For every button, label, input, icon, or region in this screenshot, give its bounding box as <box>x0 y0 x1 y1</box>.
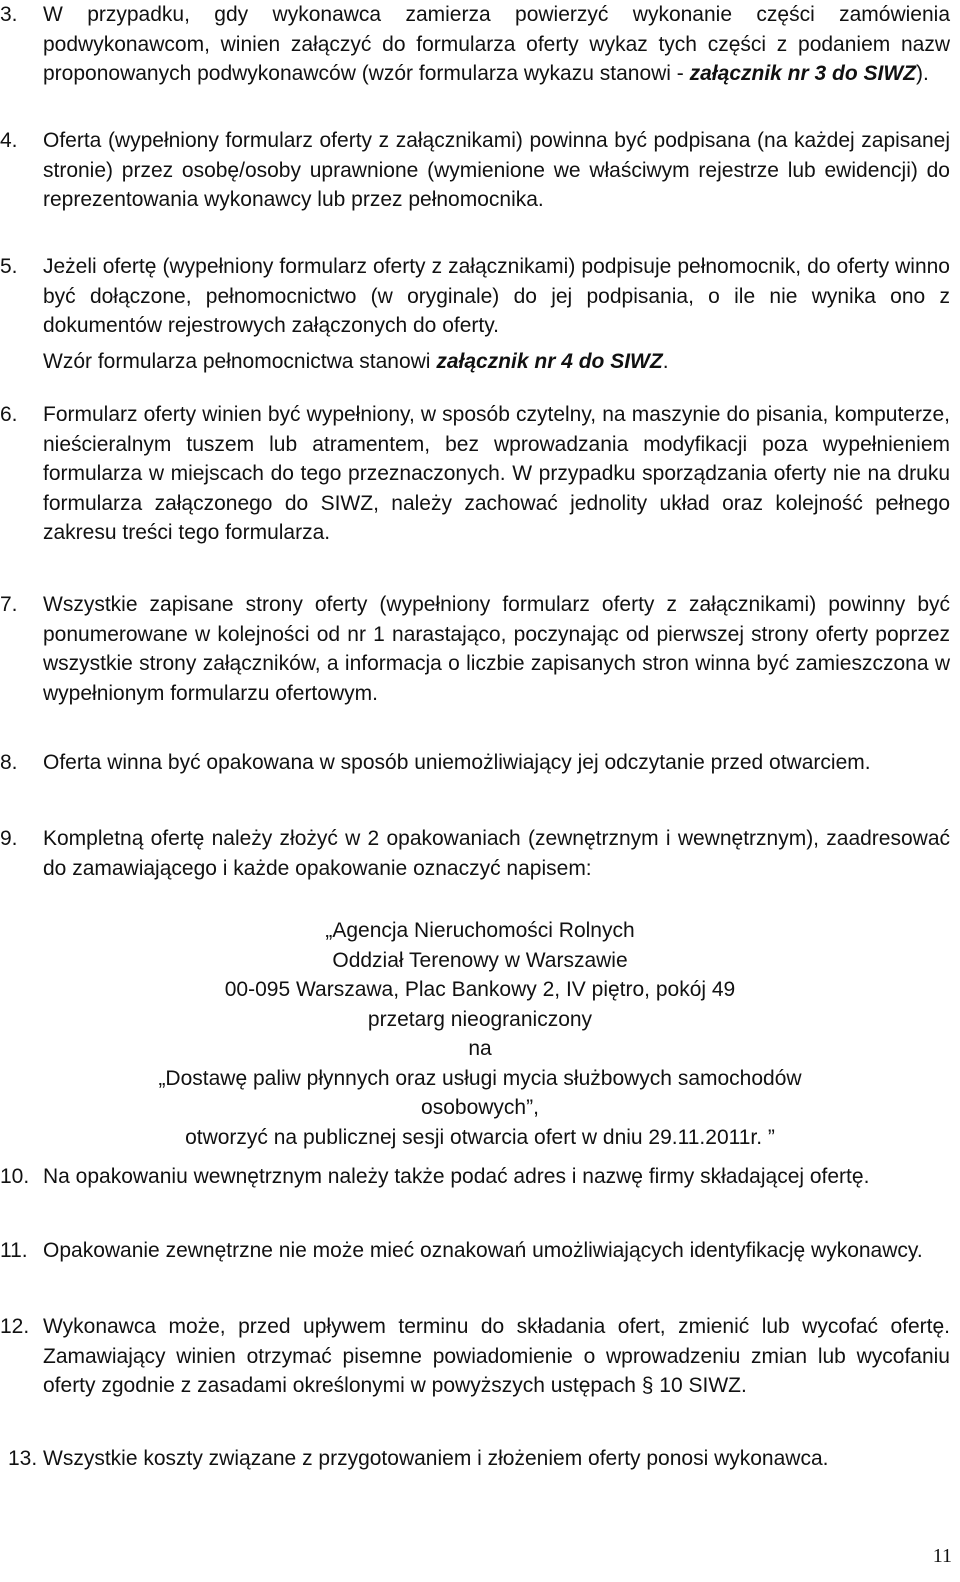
address-line: „Agencja Nieruchomości Rolnych <box>325 919 635 942</box>
page-number: 11 <box>932 1545 952 1567</box>
list-item-6 <box>0 400 950 548</box>
item-number: 10. <box>0 1165 30 1188</box>
list-item-5 <box>0 252 950 376</box>
item-text-extra: Wzór formularza pełnomocnictwa stanowi załącznik nr 4 do SIWZ. <box>43 349 669 373</box>
item-text: Kompletną ofertę należy złożyć w 2 opakowaniach (zewnętrznym i wewnętrznym), zaadresować do zamawiającego i każde opakowanie oznaczyć napisem: <box>43 827 950 880</box>
item-number: 8. <box>0 751 18 774</box>
item-text: Oferta (wypełniony formularz oferty z załącznikami) powinna być podpisana (na każdej zapisanej stronie) przez osobę/osoby uprawnione (wymienione we właściwym rejestrze lub ewidencji) do reprezentowania wykonawcy lub przez pełnomocnika. <box>43 129 950 211</box>
item-number: 13. <box>8 1447 38 1470</box>
item-text: Na opakowaniu wewnętrznym należy także podać adres i nazwę firmy składającej ofertę. <box>43 1165 870 1188</box>
item-number: 11. <box>0 1239 28 1262</box>
item-text: Formularz oferty winien być wypełniony, w sposób czytelny, na maszynie do pisania, komputerze, nieścieralnym tuszem lub atramentem, bez wprowadzania modyfikacji poza wypełnieniem formularza w miejscach do tego przeznaczonych. W przypadku sporządzania oferty nie na druku formularza załączonego do SIWZ, należy zachować jednolity układ oraz kolejność pełnego zakresu treści tego formularza. <box>43 403 950 544</box>
list-item-3 <box>0 0 950 89</box>
address-line: Oddział Terenowy w Warszawie <box>332 948 628 972</box>
list-item-9 <box>0 824 950 883</box>
item-text: Wszystkie zapisane strony oferty (wypełniony formularz oferty z załącznikami) powinny być ponumerowane w kolejności od nr 1 narastająco, poczynając od pierwszej strony oferty poprzez wszystkie strony załączników, a informacja o liczbie zapisanych stron winna być zamieszczona w wypełnionym formularzu ofertowym. <box>43 593 950 705</box>
item-text: W przypadku, gdy wykonawca zamierza powierzyć wykonanie części zamówienia podwykonawcom, winien załączyć do formularza oferty wykaz tych części z podaniem nazw proponowanych podwykonawców (wzór formularza wykazu stanowi - załącznik nr 3 do SIWZ). <box>43 3 950 85</box>
item-text: Wszystkie koszty związane z przygotowaniem i złożeniem oferty ponosi wykonawca. <box>43 1447 829 1470</box>
item-number: 6. <box>0 403 18 426</box>
item-text: Opakowanie zewnętrzne nie może mieć oznakowań umożliwiających identyfikację wykonawcy. <box>43 1239 923 1262</box>
item-number: 4. <box>0 129 18 152</box>
item-text: Oferta winna być opakowana w sposób uniemożliwiający jej odczytanie przed otwarciem. <box>43 751 871 774</box>
address-line: na <box>468 1037 492 1060</box>
attachment-reference: załącznik nr 4 do SIWZ <box>436 349 663 373</box>
address-line: otworzyć na publicznej sesji otwarcia ofert w dniu 29.11.2011r. ” <box>185 1125 775 1149</box>
list-item-8 <box>0 748 950 778</box>
address-line: przetarg nieograniczony <box>367 1007 593 1031</box>
address-line: osobowych”, <box>421 1096 539 1119</box>
item-text: Jeżeli ofertę (wypełniony formularz oferty z załącznikami) podpisuje pełnomocnik, do oferty winno być dołączone, pełnomocnictwo (w oryginale) do jej podpisania, o ile nie wynika ono z dokumentów rejestrowych załączonych do oferty. <box>43 255 950 337</box>
item-number: 12. <box>0 1315 30 1338</box>
list-item-11 <box>0 1236 950 1266</box>
address-line: „Dostawę paliw płynnych oraz usługi mycia służbowych samochodów <box>158 1066 802 1090</box>
attachment-reference: załącznik nr 3 do SIWZ <box>689 62 917 85</box>
item-number: 9. <box>0 827 18 850</box>
list-item-4 <box>0 126 950 215</box>
list-item-10 <box>0 1162 950 1192</box>
item-number: 3. <box>0 3 18 26</box>
list-item-7 <box>0 590 950 708</box>
list-item-13 <box>0 1444 950 1474</box>
item-number: 7. <box>0 593 18 616</box>
list-item-12 <box>0 1312 950 1401</box>
address-block <box>0 916 960 1152</box>
item-number: 5. <box>0 255 18 278</box>
address-line: 00-095 Warszawa, Plac Bankowy 2, IV piętro, pokój 49 <box>224 978 736 1001</box>
item-text: Wykonawca może, przed upływem terminu do składania ofert, zmienić lub wycofać ofertę. Zamawiający winien otrzymać pisemne powiadomienie o wprowadzeniu zmian lub wycofaniu oferty zgodnie z zasadami określonymi w powyższych ustępach § 10 SIWZ. <box>43 1315 950 1397</box>
